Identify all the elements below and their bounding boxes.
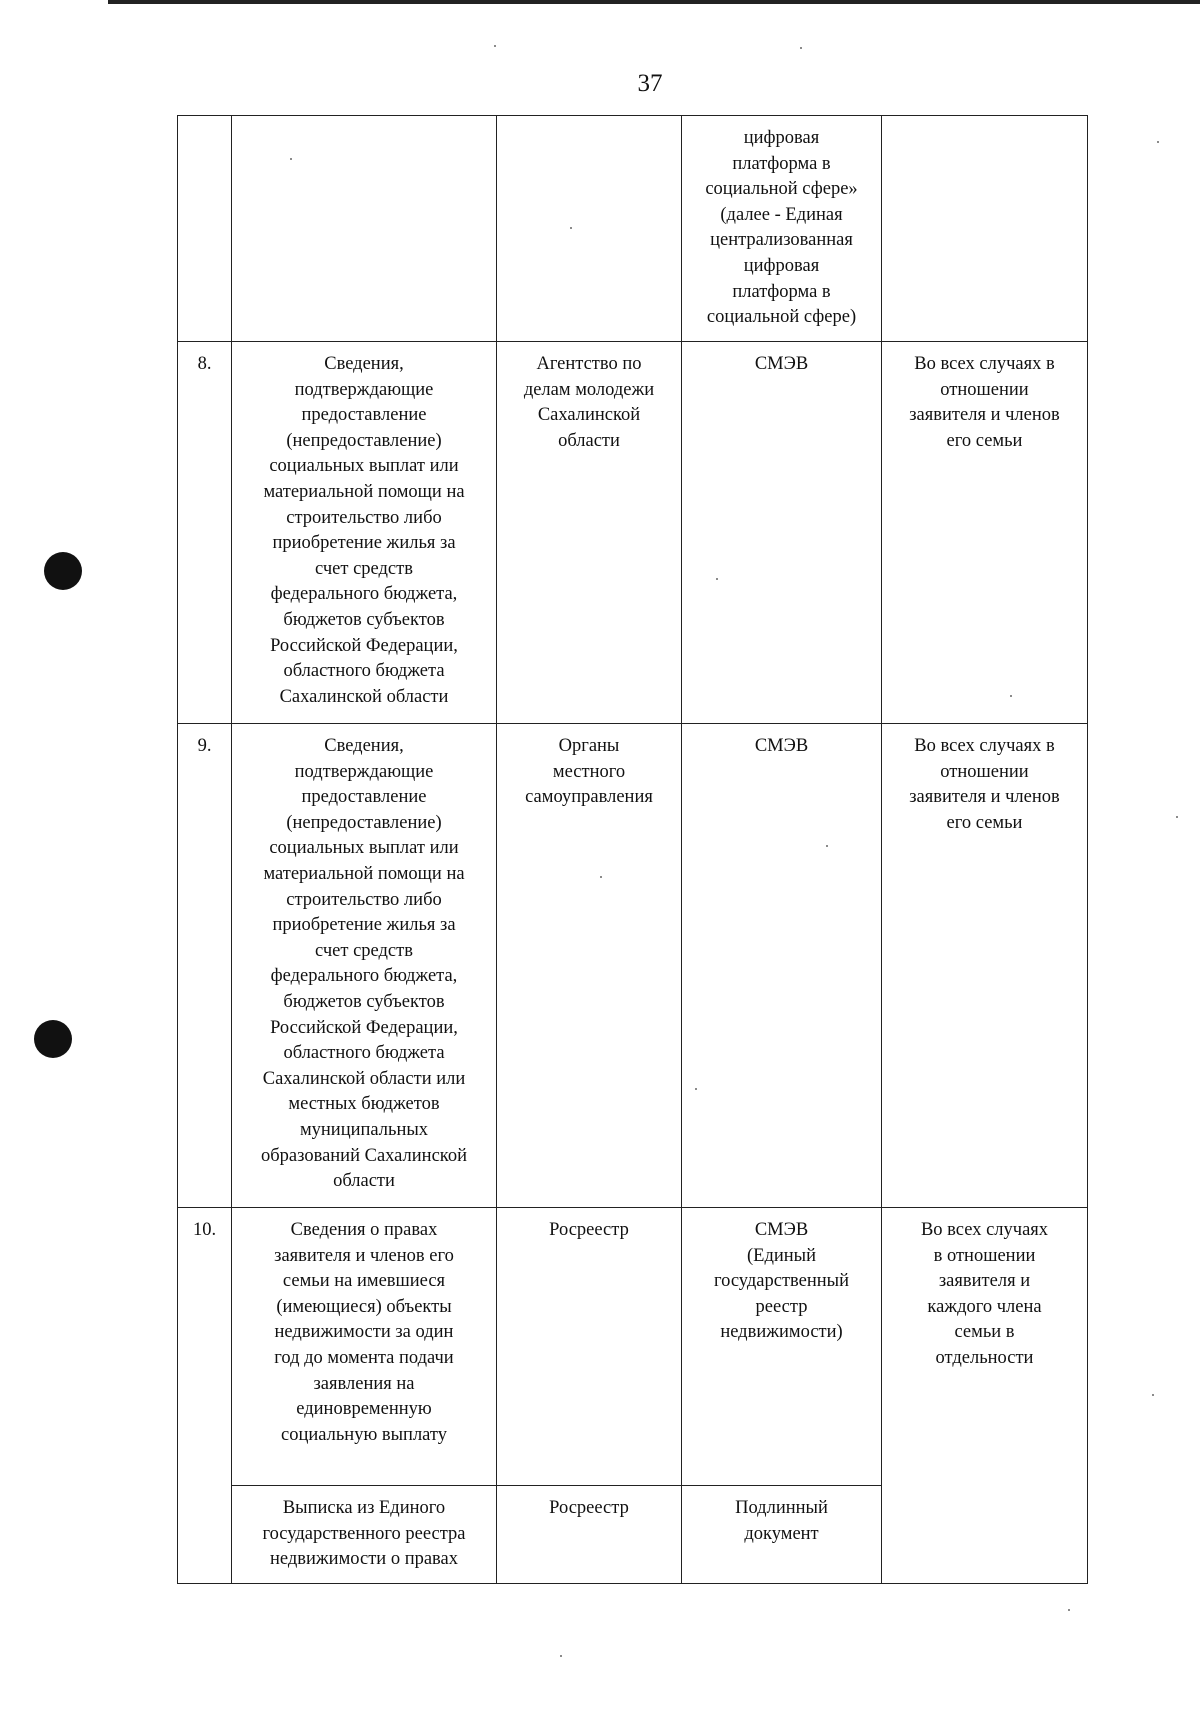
table-row [178, 116, 1088, 342]
scan-speck [1152, 1394, 1154, 1396]
channel-cell: СМЭВ (Единый государственный реестр недвижимости) [682, 1208, 882, 1486]
channel-cell: СМЭВ [682, 342, 882, 724]
cases-cell: Во всех случаях в отношении заявителя и членов его семьи [882, 724, 1088, 1208]
source-agency-cell: Агентство по делам молодежи Сахалинской области [497, 342, 682, 724]
source-agency-cell: Органы местного самоуправления [497, 724, 682, 1208]
cases-cell: Во всех случаях в отношении заявителя и членов его семьи [882, 342, 1088, 724]
channel-cell: Подлинный документ [682, 1486, 882, 1584]
information-cell: Сведения, подтверждающие предоставление (непредоставление) социальных выплат или материальной помощи на строительство либо приобретение жилья за счет средств федерального бюджета, бюджетов субъектов Российской Федерации, областного бюджета Сахалинской области или местных бюджетов муниципальных образований Сахалинской области [232, 724, 497, 1208]
source-agency-cell: Росреестр [497, 1486, 682, 1584]
table-row [178, 342, 1088, 724]
row-number-cell: 10. [178, 1208, 232, 1584]
scan-speck [1157, 141, 1159, 143]
punch-hole-upper [44, 552, 82, 590]
source-agency-cell: Росреестр [497, 1208, 682, 1486]
top-scan-border [108, 0, 1200, 4]
row-number-cell: 9. [178, 724, 232, 1208]
information-cell: Выписка из Единого государственного реестра недвижимости о правах [232, 1486, 497, 1584]
scan-speck [1068, 1609, 1070, 1611]
channel-cell: СМЭВ [682, 724, 882, 1208]
scan-speck [1176, 816, 1178, 818]
table-row [178, 724, 1088, 1208]
row-number-cell [178, 116, 232, 342]
information-cell [232, 116, 497, 342]
channel-cell: цифровая платформа в социальной сфере» (далее - Единая централизованная цифровая платформа в социальной сфере) [682, 116, 882, 342]
scan-speck [800, 47, 802, 49]
scan-speck [494, 45, 496, 47]
table-row [178, 1208, 1088, 1486]
cases-cell [882, 116, 1088, 342]
row-number-cell: 8. [178, 342, 232, 724]
information-cell: Сведения, подтверждающие предоставление (непредоставление) социальных выплат или материальной помощи на строительство либо приобретение жилья за счет средств федерального бюджета, бюджетов субъектов Российской Федерации, областного бюджета Сахалинской области [232, 342, 497, 724]
cases-cell: Во всех случаях в отношении заявителя и каждого члена семьи в отдельности [882, 1208, 1088, 1584]
information-cell: Сведения о правах заявителя и членов его семьи на имевшиеся (имеющиеся) объекты недвижимости за один год до момента подачи заявления на единовременную социальную выплату [232, 1208, 497, 1486]
scan-speck [560, 1655, 562, 1657]
documents-table [177, 115, 1088, 1584]
source-agency-cell [497, 116, 682, 342]
page-number: 37 [637, 70, 663, 97]
punch-hole-lower [34, 1020, 72, 1058]
